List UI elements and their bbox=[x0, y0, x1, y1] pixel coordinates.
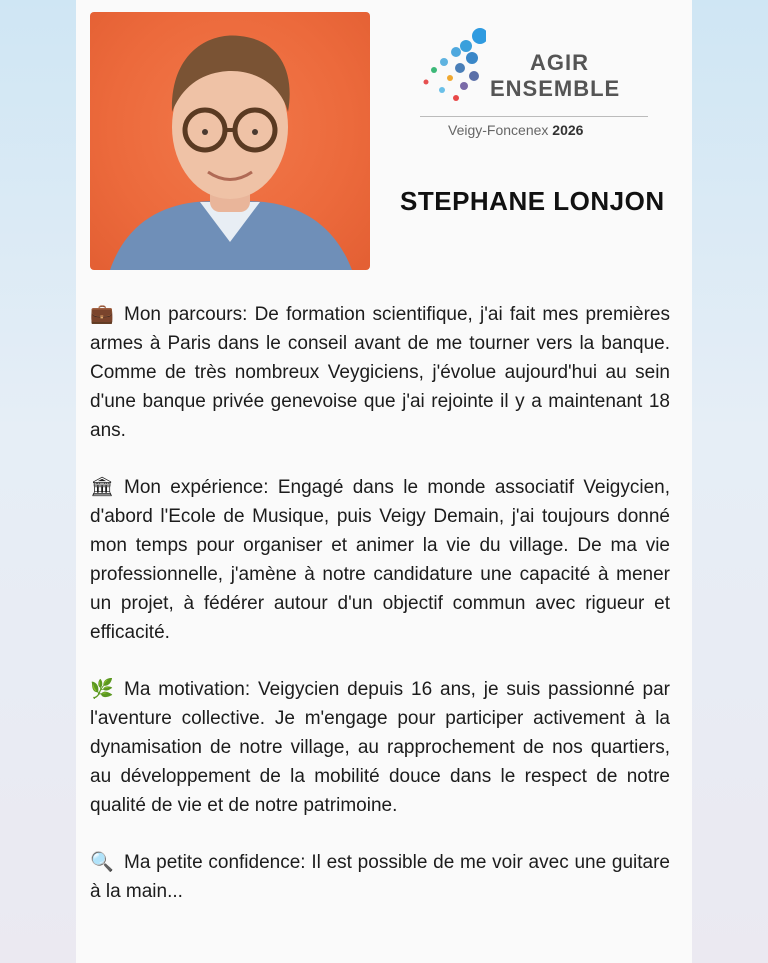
institution-icon: 🏛 bbox=[90, 477, 115, 498]
logo-word-ensemble: ENSEMBLE bbox=[490, 76, 621, 101]
candidate-photo bbox=[90, 12, 370, 270]
logo-divider bbox=[420, 116, 648, 117]
profile-card bbox=[76, 0, 692, 963]
section-experience bbox=[90, 473, 670, 647]
briefcase-icon: 💼 bbox=[90, 304, 114, 325]
section-text: Ma motivation: Veigycien depuis 16 ans, je suis passionné par l'aventure collective. Je m'engage pour participer activement à la dynamisation de notre village, au rapprochement de nos quartiers, au développement de la mobilité douce dans le respect de notre qualité de vie et de notre patrimoine. bbox=[90, 679, 670, 816]
section-motivation bbox=[90, 675, 670, 820]
logo-dots-icon bbox=[416, 26, 486, 106]
logo-year: 2026 bbox=[552, 122, 584, 138]
bio bbox=[90, 300, 670, 934]
logo-word-agir: AGIR bbox=[530, 50, 589, 75]
campaign-logo bbox=[416, 26, 656, 146]
logo-tagline bbox=[448, 122, 583, 138]
section-confidence bbox=[90, 848, 670, 906]
section-text: Ma petite confidence: Il est possible de me voir avec une guitare à la main... bbox=[90, 852, 670, 902]
candidate-name: STEPHANE LONJON bbox=[400, 186, 665, 216]
magnifier-icon: 🔍 bbox=[90, 852, 114, 873]
section-text: Mon parcours: De formation scientifique, j'ai fait mes premières armes à Paris dans le conseil avant de me tourner vers la banque. Comme de très nombreux Veygiciens, j'évolue aujourd'hui au sein d'une banque privée genevoise que j'ai rejointe il y a maintenant 18 ans. bbox=[90, 304, 670, 441]
herb-icon: 🌿 bbox=[90, 679, 114, 700]
section-text: Mon expérience: Engagé dans le monde associatif Veigycien, d'abord l'Ecole de Musique, puis Veigy Demain, j'ai toujours donné mon temps pour organiser et animer la vie du village. De ma vie professionnelle, j'amène à notre candidature une capacité à mener un projet, à fédérer autour d'un objectif commun avec rigueur et efficacité. bbox=[90, 477, 670, 643]
section-parcours bbox=[90, 300, 670, 445]
logo-town: Veigy-Foncenex bbox=[448, 122, 549, 138]
portrait-illustration bbox=[90, 12, 370, 270]
